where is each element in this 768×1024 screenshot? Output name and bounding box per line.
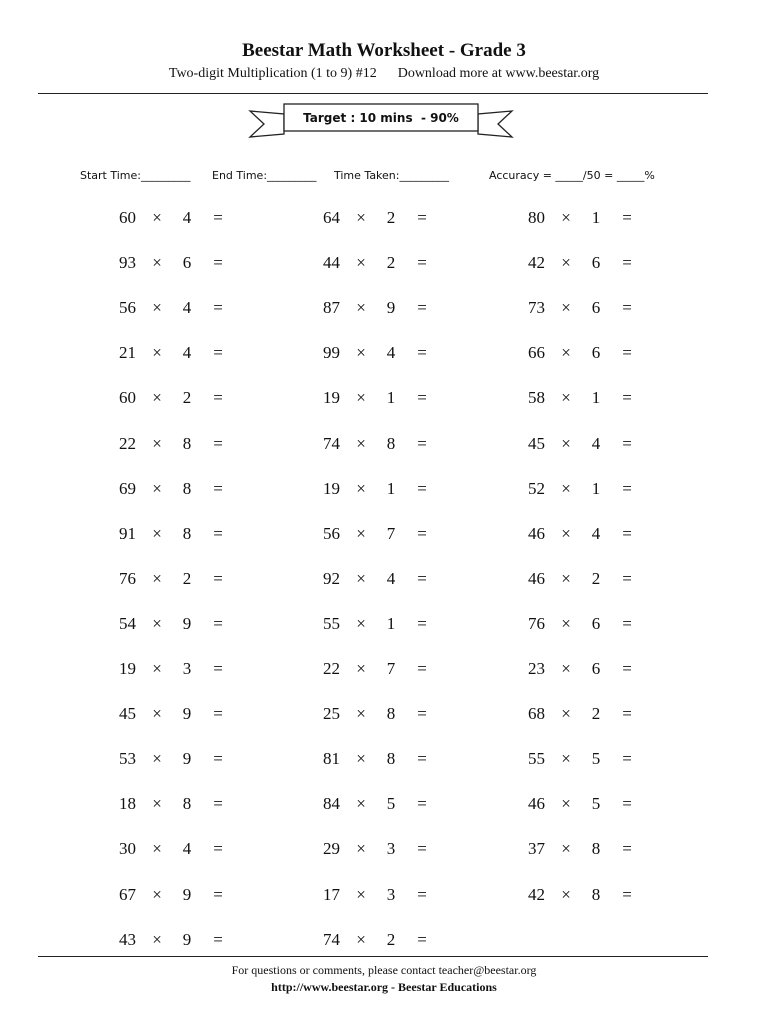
- second-factor: 8: [182, 434, 192, 453]
- equals-sign: =: [622, 298, 632, 317]
- first-factor: 99: [323, 343, 340, 362]
- times-sign: ×: [356, 794, 366, 813]
- times-sign: ×: [561, 839, 571, 858]
- second-factor: 8: [591, 885, 601, 904]
- times-sign: ×: [152, 388, 162, 407]
- first-factor: 60: [119, 388, 136, 407]
- first-factor: 44: [323, 253, 340, 272]
- second-factor: 2: [182, 569, 192, 588]
- times-sign: ×: [356, 479, 366, 498]
- equals-sign: =: [213, 794, 223, 813]
- times-sign: ×: [561, 434, 571, 453]
- equals-sign: =: [213, 569, 223, 588]
- second-factor: 1: [591, 479, 601, 498]
- equals-sign: =: [622, 659, 632, 678]
- times-sign: ×: [561, 885, 571, 904]
- second-factor: 8: [386, 704, 396, 723]
- first-factor: 19: [323, 479, 340, 498]
- first-factor: 23: [528, 659, 545, 678]
- accuracy-field: Accuracy = _____/50 = _____%: [489, 169, 655, 182]
- second-factor: 1: [386, 614, 396, 633]
- equals-sign: =: [622, 208, 632, 227]
- footer-site: http://www.beestar.org - Beestar Educations: [271, 980, 497, 994]
- times-sign: ×: [356, 839, 366, 858]
- second-factor: 2: [182, 388, 192, 407]
- second-factor: 8: [386, 749, 396, 768]
- second-factor: 2: [591, 704, 601, 723]
- target-banner: [248, 101, 514, 141]
- times-sign: ×: [152, 479, 162, 498]
- worksheet-title: Beestar Math Worksheet - Grade 3: [242, 40, 526, 61]
- equals-sign: =: [213, 749, 223, 768]
- first-factor: 55: [528, 749, 545, 768]
- first-factor: 53: [119, 749, 136, 768]
- equals-sign: =: [417, 569, 427, 588]
- first-factor: 21: [119, 343, 136, 362]
- second-factor: 6: [591, 659, 601, 678]
- equals-sign: =: [213, 208, 223, 227]
- second-factor: 9: [182, 749, 192, 768]
- times-sign: ×: [356, 614, 366, 633]
- first-factor: 43: [119, 930, 136, 949]
- first-factor: 46: [528, 569, 545, 588]
- equals-sign: =: [213, 388, 223, 407]
- times-sign: ×: [152, 343, 162, 362]
- times-sign: ×: [152, 569, 162, 588]
- first-factor: 68: [528, 704, 545, 723]
- equals-sign: =: [622, 749, 632, 768]
- second-factor: 2: [386, 253, 396, 272]
- equals-sign: =: [213, 659, 223, 678]
- equals-sign: =: [417, 208, 427, 227]
- second-factor: 8: [591, 839, 601, 858]
- equals-sign: =: [622, 839, 632, 858]
- first-factor: 60: [119, 208, 136, 227]
- second-factor: 4: [591, 524, 601, 543]
- first-factor: 42: [528, 885, 545, 904]
- times-sign: ×: [356, 434, 366, 453]
- worksheet-subtitle: Two-digit Multiplication (1 to 9) #12 Download more at www.beestar.org: [168, 66, 600, 81]
- equals-sign: =: [417, 885, 427, 904]
- times-sign: ×: [561, 794, 571, 813]
- first-factor: 17: [323, 885, 340, 904]
- times-sign: ×: [561, 749, 571, 768]
- times-sign: ×: [561, 343, 571, 362]
- first-factor: 91: [119, 524, 136, 543]
- second-factor: 5: [386, 794, 396, 813]
- equals-sign: =: [417, 298, 427, 317]
- first-factor: 22: [323, 659, 340, 678]
- times-sign: ×: [356, 253, 366, 272]
- times-sign: ×: [152, 298, 162, 317]
- first-factor: 19: [323, 388, 340, 407]
- first-factor: 54: [119, 614, 136, 633]
- times-sign: ×: [152, 930, 162, 949]
- first-factor: 30: [119, 839, 136, 858]
- first-factor: 18: [119, 794, 136, 813]
- equals-sign: =: [622, 388, 632, 407]
- first-factor: 74: [323, 434, 340, 453]
- equals-sign: =: [622, 343, 632, 362]
- first-factor: 52: [528, 479, 545, 498]
- equals-sign: =: [213, 704, 223, 723]
- equals-sign: =: [417, 479, 427, 498]
- equals-sign: =: [417, 253, 427, 272]
- equals-sign: =: [213, 614, 223, 633]
- times-sign: ×: [356, 388, 366, 407]
- times-sign: ×: [152, 794, 162, 813]
- first-factor: 80: [528, 208, 545, 227]
- first-factor: 56: [119, 298, 136, 317]
- second-factor: 3: [182, 659, 192, 678]
- times-sign: ×: [561, 208, 571, 227]
- times-sign: ×: [152, 885, 162, 904]
- first-factor: 66: [528, 343, 545, 362]
- first-factor: 45: [528, 434, 545, 453]
- times-sign: ×: [561, 659, 571, 678]
- first-factor: 46: [528, 524, 545, 543]
- times-sign: ×: [152, 614, 162, 633]
- second-factor: 1: [386, 388, 396, 407]
- second-factor: 3: [386, 839, 396, 858]
- second-factor: 7: [386, 659, 396, 678]
- second-factor: 6: [591, 253, 601, 272]
- equals-sign: =: [213, 930, 223, 949]
- equals-sign: =: [417, 614, 427, 633]
- equals-sign: =: [213, 479, 223, 498]
- start-time-field: Start Time:_________: [80, 169, 191, 182]
- times-sign: ×: [561, 614, 571, 633]
- second-factor: 9: [182, 930, 192, 949]
- first-factor: 84: [323, 794, 340, 813]
- times-sign: ×: [356, 704, 366, 723]
- first-factor: 55: [323, 614, 340, 633]
- second-factor: 1: [386, 479, 396, 498]
- second-factor: 8: [182, 479, 192, 498]
- first-factor: 67: [119, 885, 136, 904]
- second-factor: 2: [386, 208, 396, 227]
- second-factor: 6: [591, 298, 601, 317]
- equals-sign: =: [417, 930, 427, 949]
- first-factor: 37: [528, 839, 545, 858]
- second-factor: 1: [591, 208, 601, 227]
- target-text: Target : 10 mins - 90%: [303, 111, 459, 125]
- times-sign: ×: [561, 524, 571, 543]
- first-factor: 29: [323, 839, 340, 858]
- second-factor: 4: [182, 208, 192, 227]
- times-sign: ×: [356, 569, 366, 588]
- first-factor: 45: [119, 704, 136, 723]
- second-factor: 6: [591, 343, 601, 362]
- times-sign: ×: [561, 479, 571, 498]
- second-factor: 5: [591, 794, 601, 813]
- footer-contact: For questions or comments, please contact teacher@beestar.org: [231, 963, 537, 977]
- first-factor: 81: [323, 749, 340, 768]
- second-factor: 9: [182, 614, 192, 633]
- equals-sign: =: [213, 253, 223, 272]
- equals-sign: =: [417, 343, 427, 362]
- first-factor: 58: [528, 388, 545, 407]
- second-factor: 4: [591, 434, 601, 453]
- first-factor: 56: [323, 524, 340, 543]
- equals-sign: =: [622, 704, 632, 723]
- first-factor: 42: [528, 253, 545, 272]
- first-factor: 93: [119, 253, 136, 272]
- times-sign: ×: [356, 208, 366, 227]
- second-factor: 3: [386, 885, 396, 904]
- second-factor: 6: [591, 614, 601, 633]
- first-factor: 69: [119, 479, 136, 498]
- equals-sign: =: [213, 298, 223, 317]
- times-sign: ×: [561, 253, 571, 272]
- footer-divider: [38, 956, 708, 957]
- equals-sign: =: [213, 839, 223, 858]
- second-factor: 2: [386, 930, 396, 949]
- first-factor: 73: [528, 298, 545, 317]
- equals-sign: =: [417, 659, 427, 678]
- first-factor: 22: [119, 434, 136, 453]
- equals-sign: =: [622, 885, 632, 904]
- times-sign: ×: [356, 659, 366, 678]
- equals-sign: =: [622, 569, 632, 588]
- header-divider: [38, 93, 708, 94]
- times-sign: ×: [561, 298, 571, 317]
- equals-sign: =: [622, 253, 632, 272]
- equals-sign: =: [622, 434, 632, 453]
- equals-sign: =: [417, 524, 427, 543]
- second-factor: 2: [591, 569, 601, 588]
- first-factor: 76: [528, 614, 545, 633]
- times-sign: ×: [356, 930, 366, 949]
- times-sign: ×: [356, 885, 366, 904]
- equals-sign: =: [213, 524, 223, 543]
- second-factor: 8: [386, 434, 396, 453]
- second-factor: 4: [386, 569, 396, 588]
- first-factor: 87: [323, 298, 340, 317]
- times-sign: ×: [356, 298, 366, 317]
- second-factor: 8: [182, 794, 192, 813]
- equals-sign: =: [622, 614, 632, 633]
- equals-sign: =: [417, 434, 427, 453]
- first-factor: 76: [119, 569, 136, 588]
- second-factor: 6: [182, 253, 192, 272]
- second-factor: 4: [182, 839, 192, 858]
- equals-sign: =: [213, 434, 223, 453]
- equals-sign: =: [417, 388, 427, 407]
- times-sign: ×: [152, 524, 162, 543]
- second-factor: 9: [182, 885, 192, 904]
- end-time-field: End Time:_________: [212, 169, 317, 182]
- times-sign: ×: [152, 434, 162, 453]
- times-sign: ×: [152, 749, 162, 768]
- equals-sign: =: [417, 839, 427, 858]
- second-factor: 8: [182, 524, 192, 543]
- equals-sign: =: [417, 794, 427, 813]
- times-sign: ×: [152, 659, 162, 678]
- second-factor: 5: [591, 749, 601, 768]
- times-sign: ×: [356, 749, 366, 768]
- second-factor: 4: [182, 298, 192, 317]
- second-factor: 4: [182, 343, 192, 362]
- times-sign: ×: [561, 569, 571, 588]
- first-factor: 92: [323, 569, 340, 588]
- equals-sign: =: [622, 479, 632, 498]
- second-factor: 1: [591, 388, 601, 407]
- equals-sign: =: [417, 749, 427, 768]
- first-factor: 64: [323, 208, 340, 227]
- times-sign: ×: [356, 343, 366, 362]
- second-factor: 9: [386, 298, 396, 317]
- equals-sign: =: [417, 704, 427, 723]
- first-factor: 25: [323, 704, 340, 723]
- times-sign: ×: [152, 704, 162, 723]
- equals-sign: =: [213, 343, 223, 362]
- first-factor: 19: [119, 659, 136, 678]
- times-sign: ×: [152, 253, 162, 272]
- times-sign: ×: [561, 388, 571, 407]
- equals-sign: =: [213, 885, 223, 904]
- second-factor: 9: [182, 704, 192, 723]
- time-taken-field: Time Taken:_________: [334, 169, 449, 182]
- times-sign: ×: [561, 704, 571, 723]
- times-sign: ×: [152, 839, 162, 858]
- first-factor: 74: [323, 930, 340, 949]
- equals-sign: =: [622, 524, 632, 543]
- second-factor: 7: [386, 524, 396, 543]
- times-sign: ×: [356, 524, 366, 543]
- second-factor: 4: [386, 343, 396, 362]
- equals-sign: =: [622, 794, 632, 813]
- first-factor: 46: [528, 794, 545, 813]
- times-sign: ×: [152, 208, 162, 227]
